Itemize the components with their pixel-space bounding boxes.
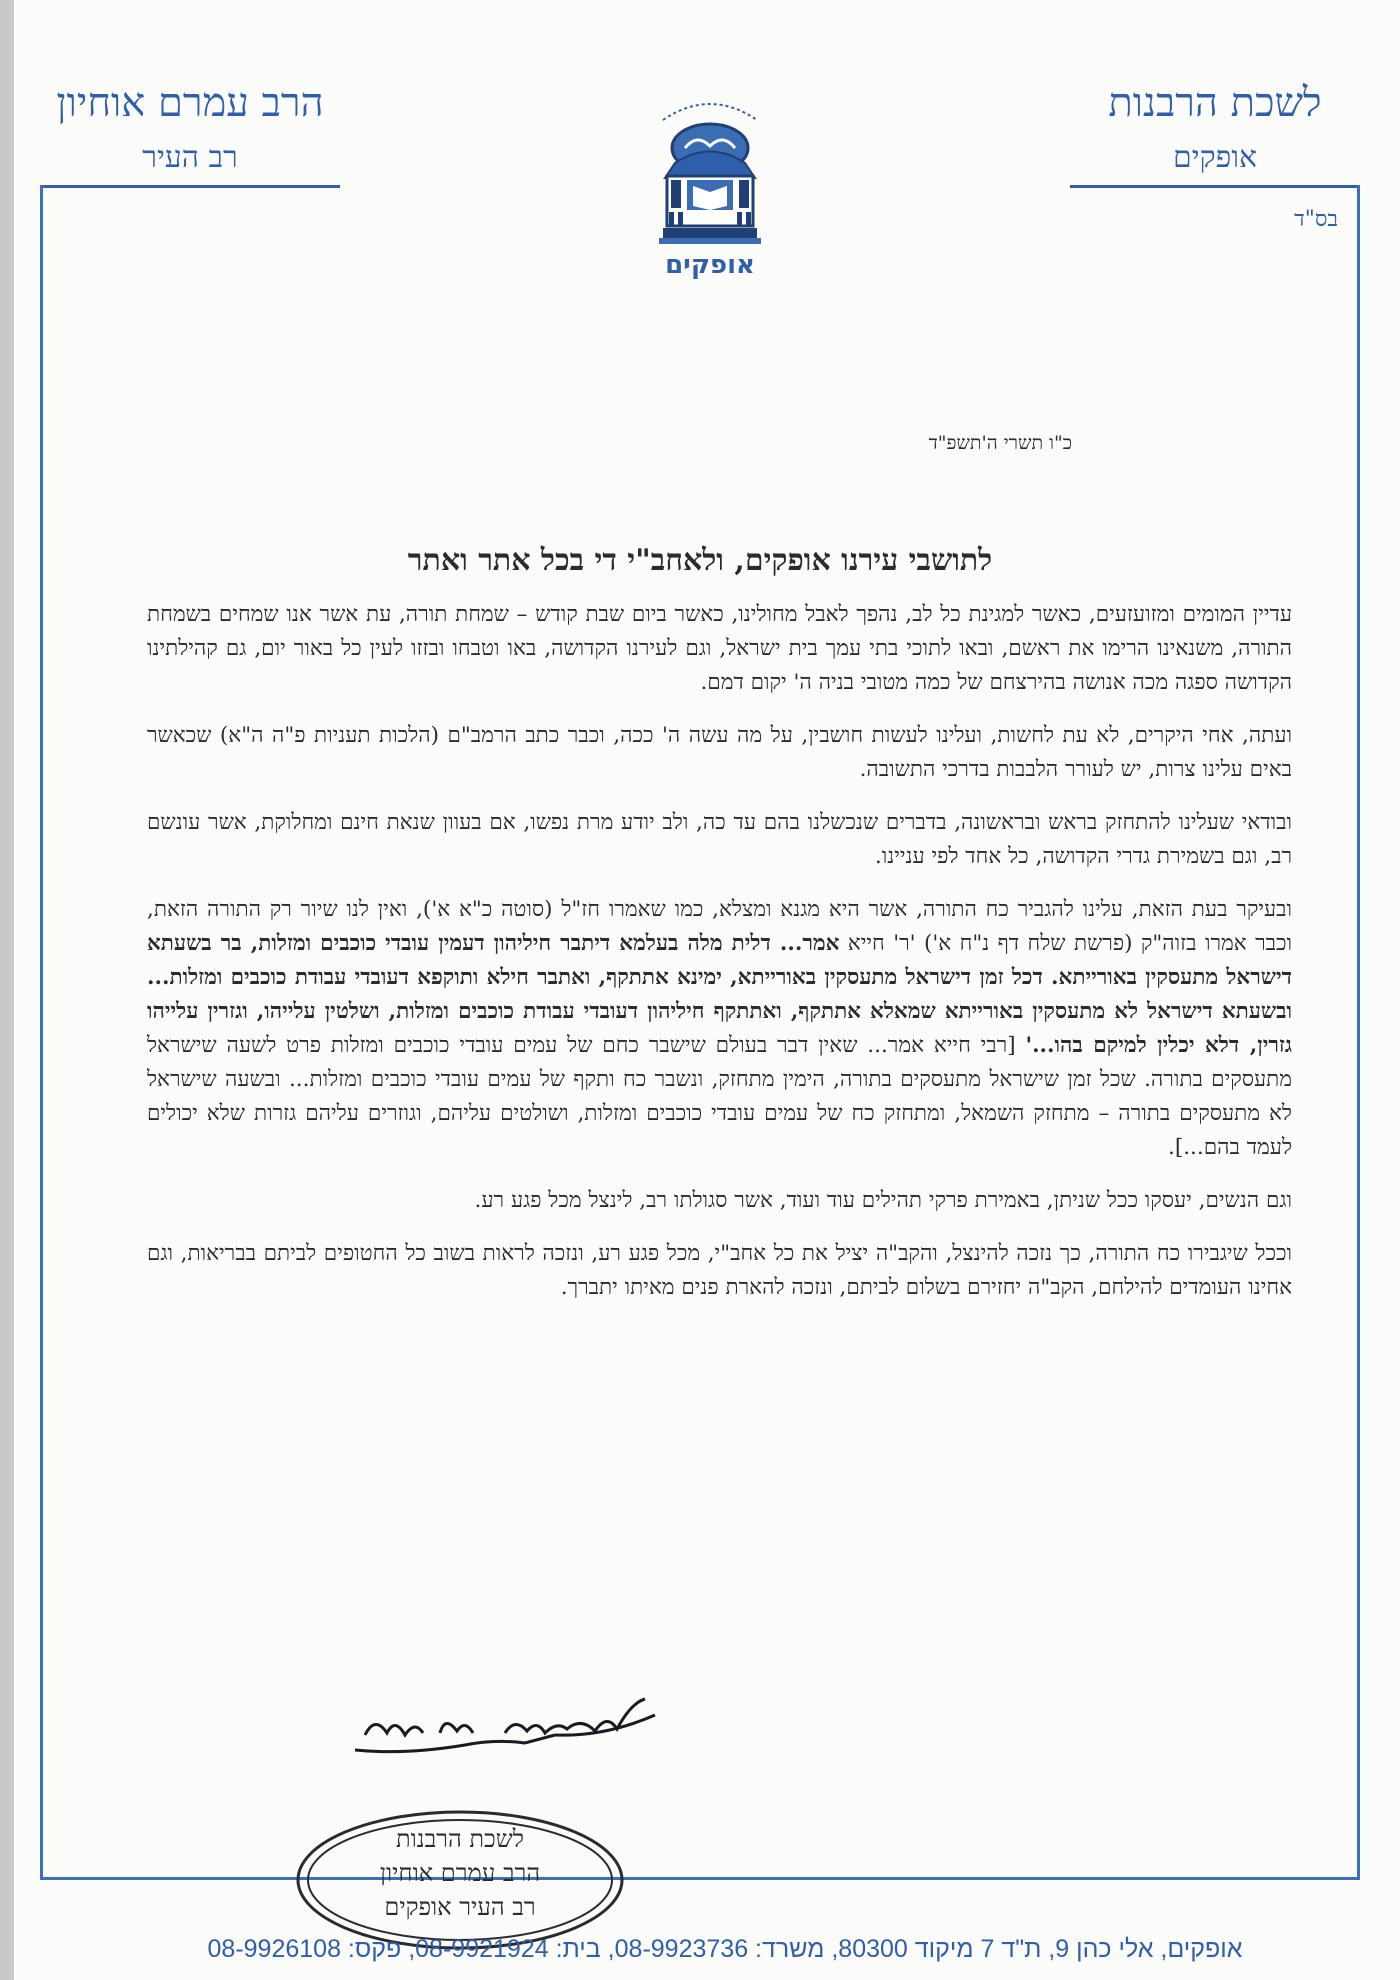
city-name: אופקים [1172,140,1258,175]
rabbi-title: רב העיר [142,140,238,175]
rabbinate-office-title: לשכת הרבנות [1108,80,1322,126]
rabbi-name-header [40,78,340,180]
paragraph-6: וככל שיגבירו כח התורה, כך נזכה להינצל, והקב"ה יציל את כל אחב"י, מכל פגע רע, ונזכה לראות בשוב כל החטופים לביתם בבריאות, וגם אחינו העומדים להילחם, הקב"ה יחזירם בשלום לביתם, ונזכה להארת פנים מאיתו יתברך. [147,1241,1292,1300]
letter-heading: לתושבי עירנו אופקים, ולאחב"י די בכל אתר ואתר [407,543,993,578]
paragraph-5: וגם הנשים, יעסקו ככל שניתן, באמירת פרקי תהילים עוד ועוד, אשר סגולתו רב, לינצל מכל פגע רע. [474,1188,1292,1213]
page-shadow [0,0,14,1980]
paragraph-4 [147,893,1292,1165]
bsd-mark: בס"ד [1294,207,1338,232]
zohar-translation: [רבי חייא אמר... שאין דבר בעולם שישבר כחם של עמים עובדי כוכבים ומזלות פרט לשעה שישראל מתעסקים בתורה. שכל זמן שישראל מתעסקים בתורה, הימין מתחזק, ונשבר כח ותקף של עמים עובדי כוכבים ומזלות... ובשעה שישראל לא מתעסקים בתורה – מתחזק השמאל, ומתחזק כח של עמים עובדי כוכבים ומזלות, ושולטים עליהם, וגוזרים עליהם גזרות שלא יכולים לעמד בהם...]. [147,1033,1292,1160]
paragraph-2: ועתה, אחי היקרים, לא עת לחשות, ועלינו לעשות חושבין, על מה עשה ה' ככה, וכבר כתב הרמב"ם (הלכות תעניות פ"ה ה"א) שכאשר באים עלינו צרות, יש לעורר הלבבות בדרכי התשובה. [147,723,1292,782]
city-emblem-caption: אופקים [665,250,755,280]
letter-date: כ"ו תשרי ה'תשפ"ד [928,432,1072,454]
paragraph-4-intro: ובעיקר בעת הזאת, עלינו להגביר כח התורה, אשר היא מגנא ומצלא, כמו שאמרו חז"ל (סוטה כ"א א'), ואין לנו שיור רק התורה הזאת, וכבר אמרו בזוה"ק (פרשת שלח דף נ"ח א') 'ר' חייא [147,897,1292,956]
paragraph-3: ובודאי שעלינו להתחזק בראש ובראשונה, בדברים שנכשלנו בהם עד כה, ולב יודע מרת נפשו, אם בעוון שנאת חינם ומחלוקת, אשר עונשם רב, וגם בשמירת גדרי הקדושה, כל אחד לפי עניינו. [147,810,1292,869]
stamp-line-rabbi: הרב עמרם אוחיון [379,1859,541,1887]
stamp-line-title: רב העיר אופקים [384,1893,536,1921]
rabbinate-office-header [1085,78,1345,180]
paragraph-1: עדיין המומים ומזועזעים, כאשר למגינת כל לב, נהפך לאבל מחולינו, כאשר ביום שבת קודש – שמחת תורה, עת אשר אנו שמחים בשמחת התורה, משנאינו הרימו את ראשם, ובאו לתוכי בתי עמך בית ישראל, וגם לעירנו הקדושה, באו וטבחו ובזזו לעין כל באור יום, גם קהילתינו הקדושה ספגה מכה אנושה בהירצחם של כמה מטובי בניה ה' יקום דמם. [147,602,1292,695]
letter-body [147,598,1292,1324]
rabbi-name: הרב עמרם אוחיון [56,80,324,126]
stamp-line-office: לשכת הרבנות [396,1825,524,1853]
zohar-quote: אמר... דלית מלה בעלמא דיתבר חיליהון דעמין עובדי כוכבים ומזלות, בר בשעתא דישראל מתעסקין באורייתא. דכל זמן דישראל מתעסקין באורייתא, ימינא אתתקף, ואתבר חילא ותוקפא דעובדי עבודת כוכבים ומזלות... ובשעתא דישראל לא מתעסקין באורייתא שמאלא אתתקף, ואתתקף חיליהון דעובדי עבודת כוכבים ומזלות, ושלטין עלייהו, וגזרין עלייהו גזרין, דלא יכלין למיקם בהו...' [147,931,1292,1058]
stamp-text [290,1822,630,1924]
footer-contact-info: אופקים, אלי כהן 9, ת"ד 7 מיקוד 80300, משרד: 08-9923736, בית: 08-9921924, פקס: 08-9926108 [207,1935,1243,1963]
handwritten-signature [345,1695,665,1765]
